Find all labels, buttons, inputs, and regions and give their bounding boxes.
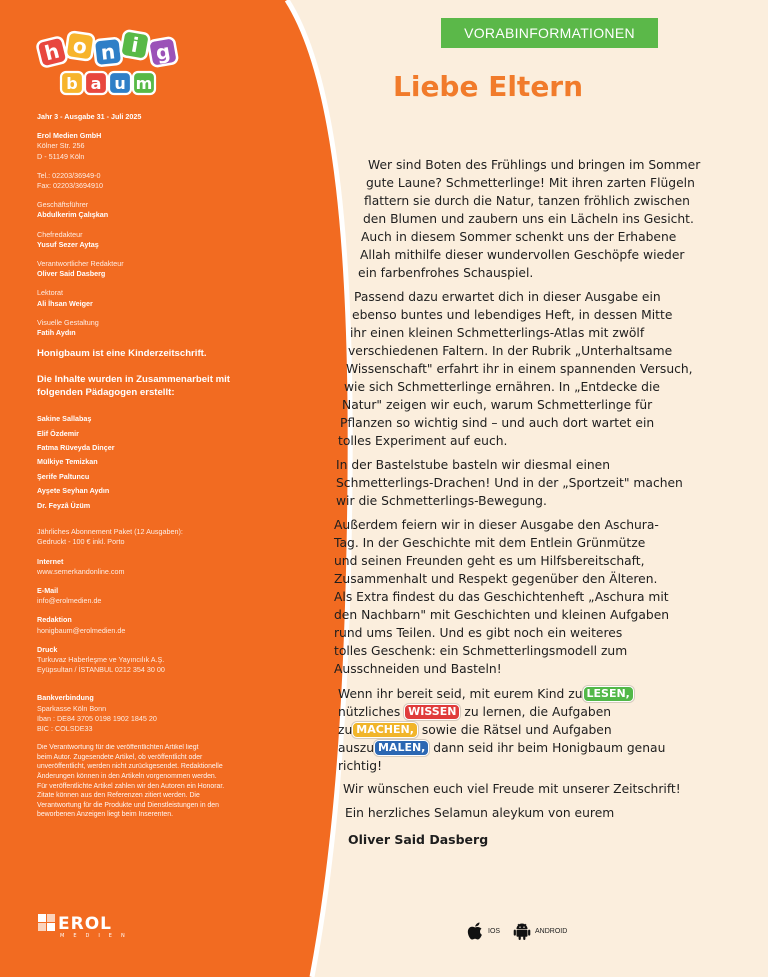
badge-wissen: WISSEN	[404, 704, 460, 720]
ios-app-link[interactable]	[466, 921, 500, 941]
signature: Oliver Said Dasberg	[348, 832, 489, 847]
list-item: Mülkiye Temizkan	[37, 457, 98, 467]
disclaimer	[37, 743, 269, 820]
disclaimer-line: Zitate können aus den Referenzen zitiert werden. Die	[37, 792, 200, 800]
internet-block	[37, 557, 269, 577]
logo-word-honig	[36, 30, 178, 68]
role-label: Visuelle Gestaltung	[37, 317, 99, 327]
text-segment: dann seid ihr beim Honigbaum genau	[433, 741, 666, 755]
text-line	[338, 721, 665, 739]
text-segment: sowie die Rätsel und Aufgaben	[421, 723, 612, 737]
text-segment: zu	[338, 723, 353, 737]
erol-logo-sub: MEDIEN	[60, 933, 134, 938]
android-app-link[interactable]	[513, 921, 567, 941]
paragraph-intro	[358, 156, 700, 282]
list-item: Ayşete Seyhan Aydın	[37, 486, 110, 496]
text-line: Zusammenhalt und Respekt gegenüber den Älteren.	[334, 572, 658, 586]
text-segment: zu lernen, die Aufgaben	[464, 705, 612, 719]
pedagogues-note: Die Inhalte wurden in Zusammenarbeit mit folgenden Pädagogen erstellt:	[37, 374, 230, 399]
role-block	[37, 288, 269, 308]
text-line: Allah mithilfe dieser wundervollen Geschöpfe wieder	[360, 248, 685, 262]
logo-letter: m	[135, 74, 153, 93]
bank-label: Bankverbindung	[37, 693, 94, 703]
apple-icon	[466, 921, 484, 941]
text-line: ein farbenfrohes Schauspiel.	[358, 266, 534, 280]
printer-address: Eyüpsultan / İSTANBUL 0212 354 30 00	[37, 665, 165, 675]
erol-medien-logo	[38, 912, 168, 938]
redaktion-block	[37, 615, 269, 635]
role-block	[37, 259, 269, 279]
disclaimer-line: Die Verantwortung für die veröffentlichten Artikel liegt	[37, 744, 199, 752]
text-line: tolles Geschenk: ein Schmetterlingsmodell zum	[334, 644, 628, 658]
text-line	[338, 703, 665, 721]
contact-block	[37, 171, 269, 191]
logo-letter: n	[99, 39, 117, 65]
disclaimer-line: unveröffentlicht, werden nicht zurückgesendet. Redaktionelle	[37, 763, 223, 771]
role-name: Yusuf Sezer Aytaş	[37, 239, 99, 249]
text-line: flattern sie durch die Natur, tanzen fröhlich zwischen	[364, 194, 690, 208]
list-item: Fatma Rüveyda Dinçer	[37, 443, 115, 453]
role-label: Verantwortlicher Redakteur	[37, 259, 124, 269]
text-line: richtig!	[338, 759, 382, 773]
publisher-city: D - 51149 Köln	[37, 151, 85, 161]
bank-line: Sparkasse Köln Bonn	[37, 703, 107, 713]
paragraph-content	[338, 288, 693, 450]
paragraph-crafts	[336, 456, 683, 510]
subscription-line: Jährliches Abonnement Paket (12 Ausgaben):	[37, 527, 183, 537]
logo-letter: o	[71, 33, 89, 59]
text-line: Tag. In der Geschichte mit dem Entlein Grünmütze	[334, 536, 646, 550]
list-item: Elif Özdemir	[37, 428, 79, 438]
android-label: ANDROID	[535, 927, 568, 935]
magazine-note: Honigbaum ist eine Kinderzeitschrift.	[37, 348, 207, 360]
text-line	[338, 685, 665, 703]
subscription-block	[37, 527, 269, 547]
subscription-line: Gedruckt - 100 € inkl. Porto	[37, 537, 125, 547]
imprint-column	[37, 112, 269, 820]
role-label: Chefredakteur	[37, 229, 83, 239]
erol-logo-main: EROL	[58, 914, 112, 934]
badge-lesen: LESEN,	[583, 686, 634, 702]
list-item: Şerife Paltuncu	[37, 471, 90, 481]
text-line: Ausschneiden und Basteln!	[334, 662, 502, 676]
role-block	[37, 200, 269, 220]
text-line: Wer sind Boten des Frühlings und bringen im Sommer	[368, 158, 701, 172]
text-line: wir die Schmetterlings-Bewegung.	[336, 494, 547, 508]
issue-line: Jahr 3 - Ausgabe 31 - Juli 2025	[37, 112, 142, 121]
page-title: Liebe Eltern	[393, 70, 584, 103]
disclaimer-line: Für veröffentlichte Artikel zahlen wir den Autoren ein Honorar.	[37, 782, 225, 790]
android-icon	[513, 921, 531, 941]
disclaimer-line: Änderungen können in den Artikeln vorgenommen werden.	[37, 772, 217, 780]
pedagogues-list	[37, 412, 269, 513]
wish-line: Wir wünschen euch viel Freude mit unserer Zeitschrift!	[343, 782, 681, 796]
role-name: Abdulkerim Çalışkan	[37, 210, 109, 220]
text-line: Außerdem feiern wir in dieser Ausgabe den Aschura-	[334, 518, 659, 532]
druck-label: Druck	[37, 644, 58, 654]
text-line: und seinen Freunden geht es um Hilfsbereitschaft,	[334, 554, 645, 568]
text-line: Pflanzen so wichtig sind – und auch dort wartet ein	[340, 416, 655, 430]
internet-label: Internet	[37, 556, 64, 566]
publisher-street: Kölner Str. 256	[37, 141, 85, 151]
badge-machen: MACHEN,	[352, 722, 418, 738]
publisher-address	[37, 131, 269, 162]
role-name: Ali İhsan Weiger	[37, 298, 93, 308]
list-item: Sakine Sallabaş	[37, 414, 92, 424]
bank-line: Iban : DE84 3705 0198 1902 1845 20	[37, 713, 157, 723]
text-line: rund ums Teilen. Und es gibt noch ein weiteres	[334, 626, 623, 640]
redaktion-label: Redaktion	[37, 615, 72, 625]
logo-word-baum	[61, 72, 155, 94]
bank-block	[37, 693, 269, 734]
role-block	[37, 318, 269, 338]
text-line: tolles Experiment auf euch.	[338, 434, 508, 448]
website-link[interactable]: www.semerkandonline.com	[37, 566, 125, 576]
paragraph-activities	[338, 685, 665, 775]
logo-letter: b	[66, 74, 78, 93]
printer-name: Turkuvaz Haberleşme ve Yayıncılık A.Ş.	[37, 654, 165, 664]
text-line: Schmetterlings-Drachen! Und in der „Sportzeit" machen	[336, 476, 683, 490]
list-item: Dr. Feyzâ Üzüm	[37, 500, 91, 510]
email-label: E-Mail	[37, 585, 59, 595]
text-line: den Blumen und zaubern uns ein Lächeln ins Gesicht.	[363, 212, 694, 226]
text-line: verschiedenen Faltern. In der Rubrik „Unterhaltsame	[348, 344, 673, 358]
disclaimer-line: beworbenen Anzeigen liegt beim Inserenten.	[37, 811, 173, 819]
email-block	[37, 586, 269, 606]
bank-line: BIC : COLSDE33	[37, 723, 93, 733]
logo-letter: g	[153, 38, 173, 66]
text-segment: Wenn ihr bereit seid, mit eurem Kind zu	[338, 687, 583, 701]
text-line: den Nachbarn" mit Geschichten und kleinen Aufgaben	[334, 608, 670, 622]
badge-malen: MALEN,	[374, 740, 429, 756]
honigbaum-logo	[34, 28, 194, 100]
role-label: Geschäftsführer	[37, 200, 89, 210]
text-line: Natur" zeigen wir euch, warum Schmetterlinge für	[342, 398, 653, 412]
section-banner: VORABINFORMATIONEN	[441, 18, 658, 48]
logo-letter: h	[42, 38, 62, 66]
logo-letter: a	[90, 74, 102, 93]
greeting-line: Ein herzliches Selamun aleykum von eurem	[345, 806, 615, 820]
redaktion-email-link[interactable]: honigbaum@erolmedien.de	[37, 625, 126, 635]
text-line: Auch in diesem Sommer schenkt uns der Erhabene	[361, 230, 677, 244]
text-line: gute Laune? Schmetterlinge! Mit ihren zarten Flügeln	[366, 176, 695, 190]
role-block	[37, 230, 269, 250]
publisher-name: Erol Medien GmbH	[37, 131, 102, 141]
phone: Tel.: 02203/36949-0	[37, 170, 101, 180]
text-line: ebenso buntes und lebendiges Heft, in dessen Mitte	[352, 308, 673, 322]
disclaimer-line: Verantwortung für die Produkte und Dienstleistungen in den	[37, 801, 219, 809]
logo-letter: i	[129, 32, 141, 58]
text-line: In der Bastelstube basteln wir diesmal einen	[336, 458, 611, 472]
text-line: Als Extra findest du das Geschichtenheft „Aschura mit	[334, 590, 669, 604]
role-name: Oliver Said Dasberg	[37, 269, 106, 279]
role-label: Lektorat	[37, 288, 63, 298]
fax: Fax: 02203/3694910	[37, 181, 103, 191]
disclaimer-line: beim Autor. Zugesendete Artikel, ob veröffentlicht oder	[37, 753, 203, 761]
paragraph-aschura	[334, 516, 669, 678]
text-line: ihr einen kleinen Schmetterlings-Atlas mit zwölf	[350, 326, 645, 340]
role-name: Fatih Aydın	[37, 328, 76, 338]
text-line: Wissenschaft" erfahrt ihr in einem spannenden Versuch,	[346, 362, 693, 376]
text-line: wie sich Schmetterlinge ernähren. In „Entdecke die	[344, 380, 660, 394]
text-line	[338, 739, 665, 757]
logo-letter: u	[114, 74, 126, 93]
ios-label: IOS	[488, 927, 501, 935]
text-segment: nützliches	[338, 705, 401, 719]
email-link[interactable]: info@erolmedien.de	[37, 596, 102, 606]
text-line: Passend dazu erwartet dich in dieser Ausgabe ein	[354, 290, 661, 304]
text-segment: auszu	[338, 741, 374, 755]
druck-block	[37, 645, 269, 676]
